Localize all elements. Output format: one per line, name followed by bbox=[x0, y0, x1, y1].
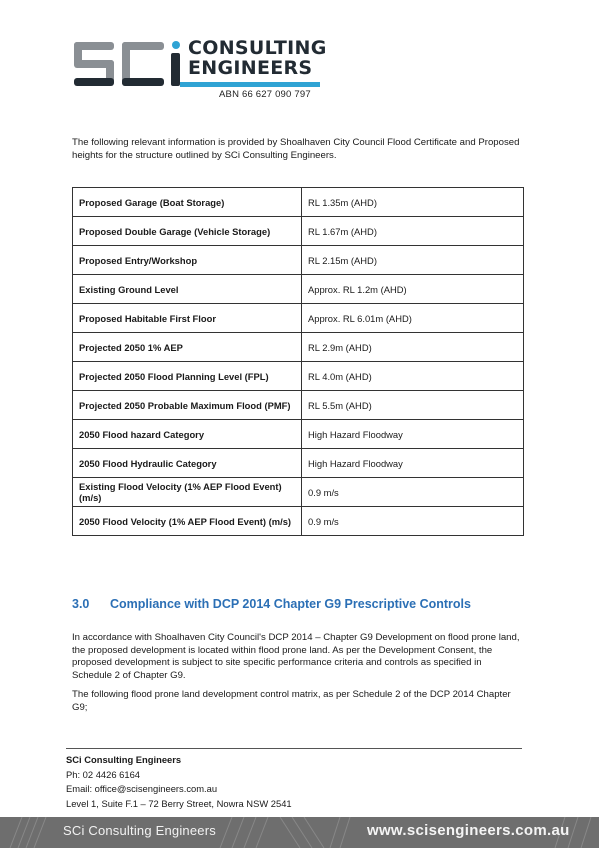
table-row bbox=[73, 478, 524, 507]
logo-accent-bar bbox=[180, 82, 320, 87]
row-value: RL 1.67m (AHD) bbox=[302, 217, 524, 246]
table-row bbox=[73, 507, 524, 536]
row-label: Projected 2050 1% AEP bbox=[73, 333, 302, 362]
row-value: High Hazard Floodway bbox=[302, 449, 524, 478]
footer-website: www.scisengineers.com.au bbox=[367, 822, 570, 839]
table-row bbox=[73, 333, 524, 362]
row-value: 0.9 m/s bbox=[302, 478, 524, 507]
row-value: RL 2.9m (AHD) bbox=[302, 333, 524, 362]
logo-wordmark bbox=[188, 38, 327, 78]
row-label: 2050 Flood hazard Category bbox=[73, 420, 302, 449]
row-label: 2050 Flood Velocity (1% AEP Flood Event) (m/s) bbox=[73, 507, 302, 536]
contact-company-name: SCi Consulting Engineers bbox=[66, 754, 182, 765]
table-row bbox=[73, 304, 524, 333]
table-row bbox=[73, 420, 524, 449]
table-row bbox=[73, 188, 524, 217]
row-value: Approx. RL 6.01m (AHD) bbox=[302, 304, 524, 333]
row-value: RL 4.0m (AHD) bbox=[302, 362, 524, 391]
abn-number: ABN 66 627 090 797 bbox=[219, 89, 311, 100]
row-label: Projected 2050 Flood Planning Level (FPL) bbox=[73, 362, 302, 391]
row-value: RL 2.15m (AHD) bbox=[302, 246, 524, 275]
row-label: Proposed Habitable First Floor bbox=[73, 304, 302, 333]
flood-info-table bbox=[72, 187, 524, 536]
sci-logo-mark-icon bbox=[72, 40, 182, 88]
row-label: 2050 Flood Hydraulic Category bbox=[73, 449, 302, 478]
section-number: 3.0 bbox=[72, 597, 90, 611]
logo-line-engineers: ENGINEERS bbox=[188, 57, 313, 79]
row-value: RL 1.35m (AHD) bbox=[302, 188, 524, 217]
table-row bbox=[73, 275, 524, 304]
row-label: Projected 2050 Probable Maximum Flood (PMF) bbox=[73, 391, 302, 420]
logo-line-consulting: CONSULTING bbox=[188, 37, 327, 59]
section-heading bbox=[72, 597, 471, 611]
row-label: Proposed Garage (Boat Storage) bbox=[73, 188, 302, 217]
contact-email: Email: office@scisengineers.com.au bbox=[66, 783, 218, 795]
row-label: Existing Flood Velocity (1% AEP Flood Event) (m/s) bbox=[73, 478, 302, 507]
row-value: High Hazard Floodway bbox=[302, 420, 524, 449]
row-label: Existing Ground Level bbox=[73, 275, 302, 304]
section-title: Compliance with DCP 2014 Chapter G9 Prescriptive Controls bbox=[110, 597, 471, 611]
footer-banner bbox=[0, 817, 599, 848]
contact-address: Level 1, Suite F.1 – 72 Berry Street, Nowra NSW 2541 bbox=[66, 797, 292, 809]
footer-divider bbox=[66, 748, 522, 749]
row-value: Approx. RL 1.2m (AHD) bbox=[302, 275, 524, 304]
footer-company-name: SCi Consulting Engineers bbox=[63, 823, 216, 838]
row-value: 0.9 m/s bbox=[302, 507, 524, 536]
table-row bbox=[73, 362, 524, 391]
intro-paragraph: The following relevant information is provided by Shoalhaven City Council Flood Certificate and Proposed heights for the structure outlined by SCi Consulting Engineers. bbox=[72, 137, 520, 161]
row-label: Proposed Entry/Workshop bbox=[73, 246, 302, 275]
table-row bbox=[73, 217, 524, 246]
table-row bbox=[73, 449, 524, 478]
contact-phone: Ph: 02 4426 6164 bbox=[66, 768, 141, 780]
contact-block bbox=[66, 753, 292, 811]
row-label: Proposed Double Garage (Vehicle Storage) bbox=[73, 217, 302, 246]
table-row bbox=[73, 391, 524, 420]
section-paragraph-2: The following flood prone land development control matrix, as per Schedule 2 of the DCP 2014 Chapter G9; bbox=[72, 689, 511, 713]
row-value: RL 5.5m (AHD) bbox=[302, 391, 524, 420]
table-row bbox=[73, 246, 524, 275]
section-paragraph-1: In accordance with Shoalhaven City Council's DCP 2014 – Chapter G9 Development on flood prone land, the proposed development is located within flood prone land. As per the Development Consent, the proposed development is subject to site specific performance criteria and controls as specified in Schedule 2 of Chapter G9. bbox=[72, 632, 520, 681]
